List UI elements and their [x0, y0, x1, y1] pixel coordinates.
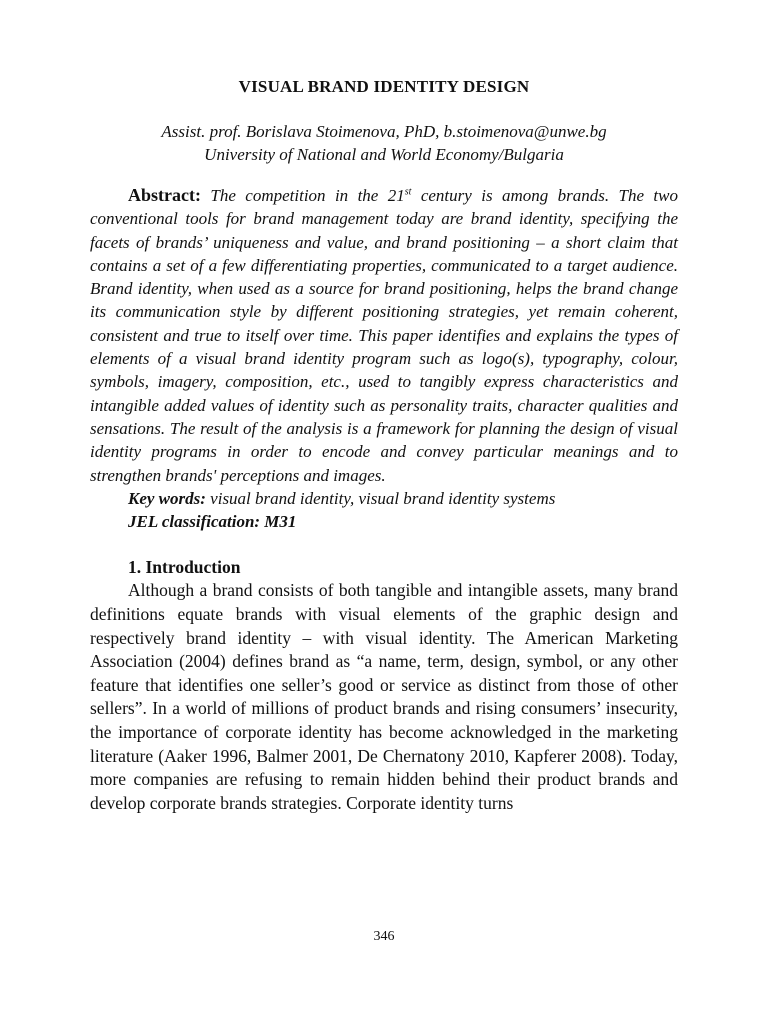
- abstract-paragraph: [90, 184, 678, 487]
- page-number: 346: [373, 929, 395, 944]
- abstract-text-rest: century is among brands. The two conventional tools for brand management today are brand identity, specifying the facets of brands’ uniqueness and value, and brand positioning – a short claim that contains a set of a few differentiating properties, communicated to a target audience. Brand identity, when used as a source for brand positioning, helps the brand change its communication style by different positioning strategies, yet remain coherent, consistent and true to itself over time. This paper identifies and explains the types of elements of a visual brand identity program such as logo(s), typography, colour, symbols, imagery, composition, etc., used to tangibly express characteristics and intangible added values of identity such as personality traits, character qualities and sensations. The result of the analysis is a framework for planning the design of visual identity programs in order to encode and convey particular meanings and to strengthen brands' perceptions and images.: [90, 186, 678, 485]
- section-heading-introduction: 1. Introduction: [128, 557, 241, 578]
- jel-classification: JEL classification: M31: [128, 512, 297, 532]
- paper-title: VISUAL BRAND IDENTITY DESIGN: [238, 77, 530, 96]
- abstract-superscript: st: [404, 186, 412, 198]
- keywords-label: Key words:: [128, 488, 206, 508]
- abstract-text-start: The competition in the 21: [200, 186, 405, 205]
- jel-line: [90, 510, 678, 533]
- abstract-label: Abstract:: [128, 185, 201, 205]
- keywords-line: [90, 487, 678, 510]
- introduction-paragraph: Although a brand consists of both tangible and intangible assets, many brand definitions equate brands with visual elements of the graphic design and respectively brand identity – with visual identity. The American Marketing Association (2004) defines brand as “a name, term, design, symbol, or any other feature that identifies one seller’s good or service as distinct from those of other sellers”. In a world of millions of product brands and rising consumers’ insecurity, the importance of corporate identity has become acknowledged in the marketing literature (Aaker 1996, Balmer 2001, De Chernatony 2010, Kapferer 2008). Today, more companies are refusing to remain hidden behind their product brands and develop corporate brands strategies. Corporate identity turns: [90, 580, 678, 813]
- author-line: Assist. prof. Borislava Stoimenova, PhD, b.stoimenova@unwe.bg: [161, 122, 607, 141]
- paper-page: [90, 74, 678, 815]
- affiliation-line: University of National and World Economy/Bulgaria: [204, 145, 564, 164]
- keywords-value: visual brand identity, visual brand identity systems: [205, 488, 556, 508]
